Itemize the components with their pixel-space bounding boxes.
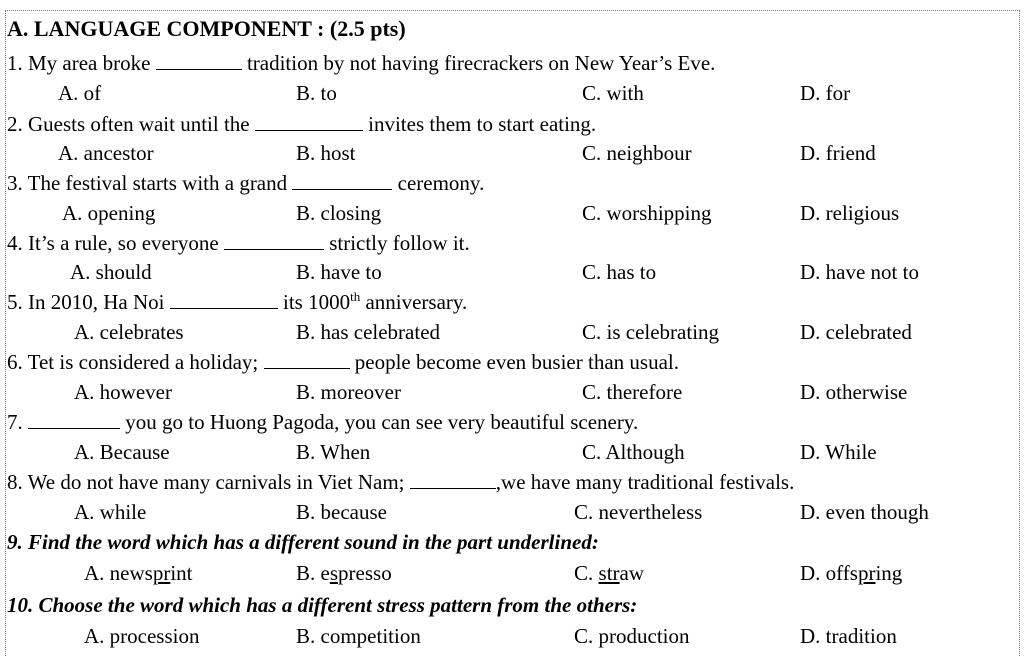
answer-blank[interactable] <box>224 235 324 250</box>
option-d[interactable]: D. While <box>800 440 877 464</box>
option-c[interactable]: C. production <box>574 624 690 648</box>
question-10 <box>7 593 637 617</box>
option-d[interactable]: D. for <box>800 81 851 105</box>
section-title: A. LANGUAGE COMPONENT : (2.5 pts) <box>7 16 406 41</box>
option-c[interactable]: C. with <box>582 81 644 105</box>
option-b[interactable]: B. competition <box>296 624 421 648</box>
question-9 <box>7 530 599 554</box>
option-b[interactable]: B. When <box>296 440 371 464</box>
question-text: people become even busier than usual. <box>354 350 679 374</box>
option-d[interactable]: D. religious <box>800 201 900 225</box>
question-number: 4. <box>7 231 23 255</box>
question-text: Guests often wait until the <box>28 112 250 136</box>
question-text: The festival starts with a grand <box>27 171 288 195</box>
question-text: Find the word which has a different sound in the part underlined: <box>28 530 599 554</box>
option-c[interactable]: C. therefore <box>582 380 683 404</box>
option-b[interactable]: B. to <box>296 81 337 105</box>
option-a[interactable]: A. however <box>74 380 172 404</box>
answer-blank[interactable] <box>156 55 242 70</box>
option-b[interactable]: B. closing <box>296 201 382 225</box>
answer-blank[interactable] <box>28 414 120 429</box>
question-number: 8. <box>7 470 23 494</box>
question-5 <box>7 290 467 314</box>
question-text: ceremony. <box>397 171 485 195</box>
option-b[interactable]: B. has celebrated <box>296 320 441 344</box>
question-text: strictly follow it. <box>329 231 470 255</box>
question-text: It’s a rule, so everyone <box>28 231 219 255</box>
question-number: 1. <box>7 51 23 75</box>
underlined-part: str <box>598 561 620 585</box>
option-d[interactable]: D. celebrated <box>800 320 912 344</box>
answer-blank[interactable] <box>255 116 363 131</box>
option-a[interactable]: A. ancestor <box>58 141 154 165</box>
option-b[interactable]: B. moreover <box>296 380 401 404</box>
question-text: We do not have many carnivals in Viet Nam; <box>27 470 405 494</box>
question-number: 10. <box>7 593 34 617</box>
question-number: 2. <box>7 112 23 136</box>
option-c[interactable]: C. neighbour <box>582 141 692 165</box>
question-number: 6. <box>7 350 23 374</box>
question-text: tradition by not having firecrackers on New Year’s Eve. <box>246 51 716 75</box>
underlined-part: s <box>329 561 339 585</box>
option-d[interactable]: D. have not to <box>800 260 919 284</box>
option-b[interactable]: B. espresso <box>296 561 392 585</box>
option-d[interactable]: D. otherwise <box>800 380 908 404</box>
option-d[interactable]: D. offspring <box>800 561 903 585</box>
option-c[interactable]: C. is celebrating <box>582 320 720 344</box>
option-a[interactable]: A. procession <box>84 624 200 648</box>
answer-blank[interactable] <box>410 474 496 489</box>
option-c[interactable]: C. nevertheless <box>574 500 703 524</box>
option-c[interactable]: C. worshipping <box>582 201 712 225</box>
option-a[interactable]: A. celebrates <box>74 320 184 344</box>
question-7 <box>7 410 638 434</box>
question-number: 7. <box>7 410 23 434</box>
question-1 <box>7 51 715 75</box>
question-text: My area broke <box>28 51 151 75</box>
option-a[interactable]: A. while <box>74 500 147 524</box>
question-text: Tet is considered a holiday; <box>27 350 259 374</box>
option-a[interactable]: A. of <box>58 81 102 105</box>
option-a[interactable]: A. should <box>70 260 152 284</box>
question-3 <box>7 171 484 195</box>
question-text: anniversary. <box>360 290 468 314</box>
answer-blank[interactable] <box>292 175 392 190</box>
answer-blank[interactable] <box>264 354 350 369</box>
question-2 <box>7 112 596 136</box>
question-text: Choose the word which has a different stress pattern from the others: <box>38 593 638 617</box>
option-b[interactable]: B. because <box>296 500 387 524</box>
question-number: 5. <box>7 290 23 314</box>
question-6 <box>7 350 679 374</box>
option-a[interactable]: A. Because <box>74 440 170 464</box>
option-c[interactable]: C. Although <box>582 440 685 464</box>
question-text: its 1000 <box>282 290 351 314</box>
underlined-part: pr <box>857 561 876 585</box>
option-a[interactable]: A. newsprint <box>84 561 193 585</box>
option-d[interactable]: D. even though <box>800 500 929 524</box>
answer-blank[interactable] <box>170 294 278 309</box>
question-4 <box>7 231 470 255</box>
question-text: invites them to start eating. <box>368 112 597 136</box>
question-number: 9. <box>7 530 23 554</box>
option-d[interactable]: D. friend <box>800 141 876 165</box>
question-text: In 2010, Ha Noi <box>28 290 165 314</box>
option-b[interactable]: B. host <box>296 141 356 165</box>
option-c[interactable]: C. straw <box>574 561 645 585</box>
question-text: you go to Huong Pagoda, you can see very beautiful scenery. <box>125 410 639 434</box>
option-b[interactable]: B. have to <box>296 260 382 284</box>
underlined-part: pr <box>152 561 171 585</box>
question-8 <box>7 470 794 494</box>
question-text: ,we have many traditional festivals. <box>495 470 795 494</box>
option-d[interactable]: D. tradition <box>800 624 897 648</box>
question-number: 3. <box>7 171 23 195</box>
option-a[interactable]: A. opening <box>62 201 156 225</box>
option-c[interactable]: C. has to <box>582 260 657 284</box>
ordinal-superscript: th <box>350 289 361 304</box>
